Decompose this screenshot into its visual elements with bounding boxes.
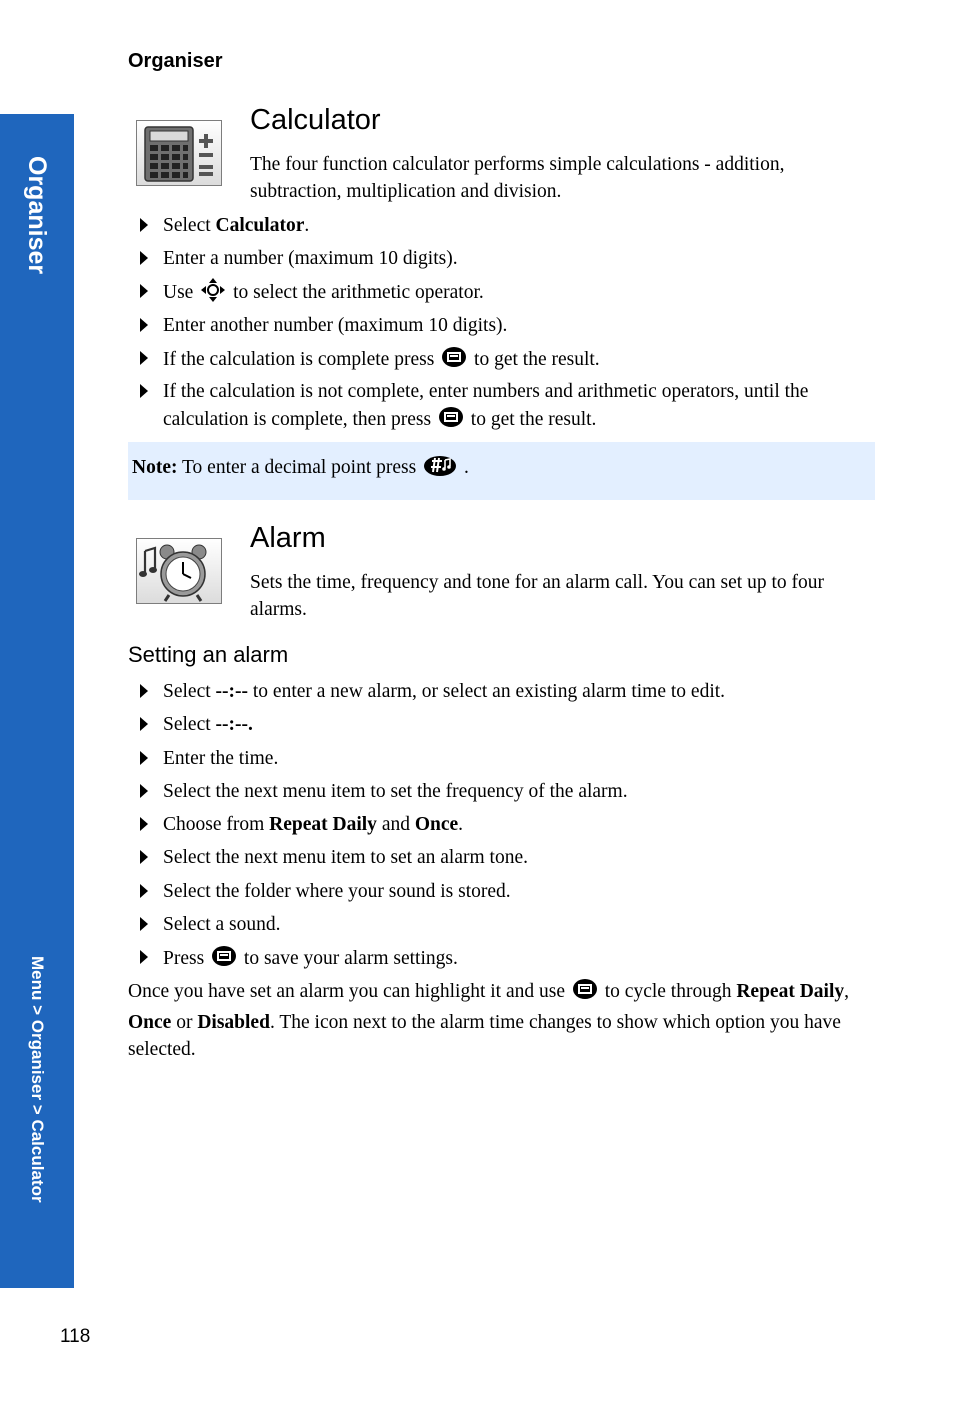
select-key-icon [441, 345, 467, 377]
list-item: Use to select the arithmetic operator. [140, 278, 880, 310]
bullet-arrow-icon [140, 751, 148, 765]
closing-paragraph: Once you have set an alarm you can highlight it and use to cycle through Repeat Daily, Once or Disabled. The icon next to the alarm time changes to show which option you have selected. [128, 977, 878, 1063]
bullet-arrow-icon [140, 917, 148, 931]
note-box [128, 442, 875, 500]
hash-key-icon [423, 455, 457, 483]
page-number: 118 [60, 1326, 91, 1347]
bullet-arrow-icon [140, 717, 148, 731]
list-item: Select --:-- to enter a new alarm, or select an existing alarm time to edit. [140, 678, 880, 705]
bullet-arrow-icon [140, 817, 148, 831]
bullet-arrow-icon [140, 684, 148, 698]
alarm-intro: Sets the time, frequency and tone for an alarm call. You can set up to four alarms. [250, 572, 825, 620]
bullet-arrow-icon [140, 784, 148, 798]
list-item: Select the folder where your sound is stored. [140, 878, 880, 905]
select-key-icon [438, 405, 464, 437]
calculator-icon [136, 120, 222, 186]
bullet-arrow-icon [140, 351, 148, 365]
bullet-arrow-icon [140, 218, 148, 232]
bullet-arrow-icon [140, 884, 148, 898]
list-item: Select Calculator. [140, 212, 880, 239]
bullet-arrow-icon [140, 850, 148, 864]
list-item: Choose from Repeat Daily and Once. [140, 811, 880, 838]
list-item: Select a sound. [140, 911, 880, 938]
alarm-clock-icon [136, 538, 222, 604]
running-header: Organiser [128, 50, 223, 72]
list-item: If the calculation is complete press to get the result. [140, 345, 880, 377]
list-item: If the calculation is not complete, enter numbers and arithmetic operators, until the calculation is complete, then press to get the result. [140, 378, 880, 437]
list-item: Enter another number (maximum 10 digits). [140, 312, 880, 339]
list-item: Enter the time. [140, 745, 880, 772]
side-tab-title: Organiser [23, 156, 51, 275]
select-key-icon [211, 944, 237, 976]
alarm-title: Alarm [250, 522, 326, 554]
note-text: Note: To enter a decimal point press . [132, 455, 469, 483]
bullet-arrow-icon [140, 251, 148, 265]
bullet-arrow-icon [140, 950, 148, 964]
list-item: Select the next menu item to set an alarm tone. [140, 844, 880, 871]
list-item: Press to save your alarm settings. [140, 944, 880, 976]
navigation-key-icon [200, 278, 226, 310]
list-item: Select the next menu item to set the frequency of the alarm. [140, 778, 880, 805]
bullet-arrow-icon [140, 384, 148, 398]
bullet-arrow-icon [140, 284, 148, 298]
list-item: Select --:--. [140, 711, 880, 738]
bullet-arrow-icon [140, 318, 148, 332]
setting-alarm-heading: Setting an alarm [128, 642, 289, 667]
side-tab-breadcrumb: Menu > Organiser > Calculator [28, 956, 47, 1203]
calculator-title: Calculator [250, 104, 381, 136]
calculator-intro: The four function calculator performs simple calculations - addition, subtraction, multiplication and division. [250, 154, 785, 202]
select-key-icon [572, 977, 598, 1009]
list-item: Enter a number (maximum 10 digits). [140, 245, 880, 272]
